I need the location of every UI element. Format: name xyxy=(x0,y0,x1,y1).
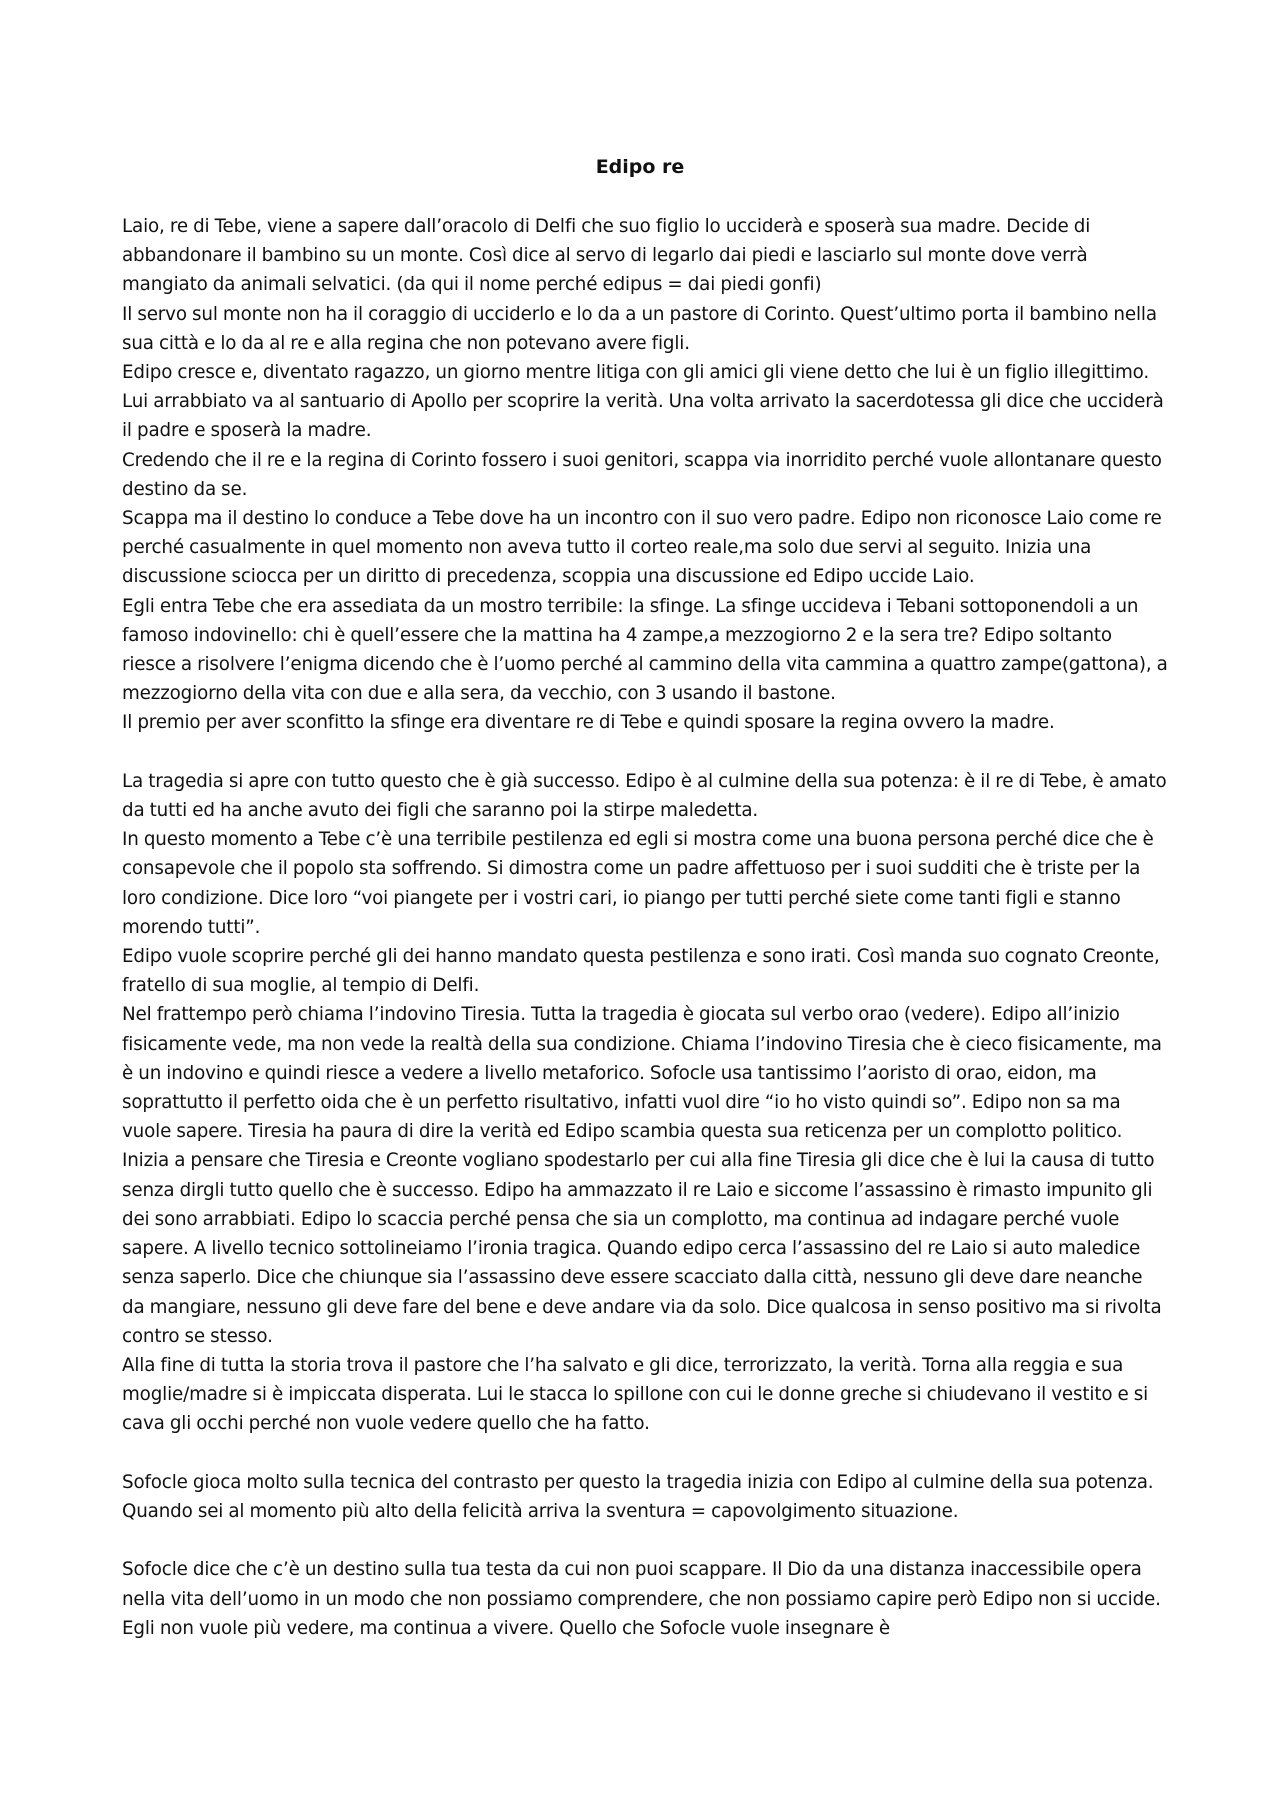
paragraph: Il premio per aver sconfitto la sfinge era diventare re di Tebe e quindi sposare la regina ovvero la madre. xyxy=(122,712,1055,734)
paragraph: Alla fine di tutta la storia trova il pastore che l’ha salvato e gli dice, terrorizzato, la verità. Torna alla reggia e sua moglie/madre si è impiccata disperata. Lui le stacca lo spillone con cui le donne greche si chiudevano il vestito e si cava gli occhi perché non vuole vedere quello che ha fatto. xyxy=(122,1354,1149,1435)
paragraph: Egli entra Tebe che era assediata da un mostro terribile: la sfinge. La sfinge uccideva i Tebani sottoponendoli a un famoso indovinello: chi è quell’essere che la mattina ha 4 zampe,a mezzogiorno 2 e la sera tre? Edipo soltanto riesce a risolvere l’enigma dicendo che è l’uomo perché al cammino della vita cammina a quattro zampe(gattona), a mezzogiorno della vita con due e alla sera, da vecchio, con 3 usando il bastone. xyxy=(122,595,1168,705)
paragraph: Nel frattempo però chiama l’indovino Tiresia. Tutta la tragedia è giocata sul verbo orao (vedere). Edipo all’inizio fisicamente vede, ma non vede la realtà della sua condizione. Chiama l’indovino Tiresia che è cieco fisicamente, ma è un indovino e quindi riesce a vedere a livello metaforico. Sofocle usa tantissimo l’aoristo di orao, eidon, ma soprattutto il perfetto oida che è un perfetto risultativo, infatti vuol dire “io ho visto quindi so”. Edipo non sa ma vuole sapere. Tiresia ha paura di dire la verità ed Edipo scambia questa sua reticenza per un complotto politico. Inizia a pensare che Tiresia e Creonte vogliano spodestarlo per cui alla fine Tiresia gli dice che è lui la causa di tutto senza dirgli tutto quello che è successo. Edipo ha ammazzato il re Laio e siccome l’assassino è rimasto impunito gli dei sono arrabbiati. Edipo lo scaccia perché pensa che sia un complotto, ma continua ad indagare perché vuole sapere. A livello tecnico sottolineiamo l’ironia tragica. Quando edipo cerca l’assassino del re Laio si auto maledice senza saperlo. Dice che chiunque sia l’assassino deve essere scacciato dalla città, nessuno gli deve dare neanche da mangiare, nessuno gli deve fare del bene e deve andare via da solo. Dice qualcosa in senso positivo ma si rivolta contro se stesso. xyxy=(122,1004,1162,1347)
paragraph: Laio, re di Tebe, viene a sapere dall’oracolo di Delfi che suo figlio lo ucciderà e sposerà sua madre. Decide di abbandonare il bambino su un monte. Così dice al servo di legarlo dai piedi e lasciarlo sul monte dove verrà mangiato da animali selvatici. (da qui il nome perché edipus = dai piedi gonfi) xyxy=(122,216,1091,296)
paragraph: La tragedia si apre con tutto questo che è già successo. Edipo è al culmine della sua potenza: è il re di Tebe, è amato da tutti ed ha anche avuto dei figli che saranno poi la stirpe maledetta. xyxy=(122,770,1167,822)
paragraph: Scappa ma il destino lo conduce a Tebe dove ha un incontro con il suo vero padre. Edipo non riconosce Laio come re perché casualmente in quel momento non aveva tutto il corteo reale,ma solo due servi al seguito. Inizia una discussione sciocca per un diritto di precedenza, scoppia una discussione ed Edipo uccide Laio. xyxy=(122,508,1162,588)
paragraph: Sofocle gioca molto sulla tecnica del contrasto per questo la tragedia inizia con Edipo al culmine della sua potenza. Quando sei al momento più alto della felicità arriva la sventura = capovolgimento situazione. xyxy=(122,1471,1154,1522)
document-body xyxy=(122,212,1168,1643)
paragraph: Il servo sul monte non ha il coraggio di ucciderlo e lo da a un pastore di Corinto. Quest’ultimo porta il bambino nella sua città e lo da al re e alla regina che non potevano avere figli. xyxy=(122,303,1157,354)
paragraph: In questo momento a Tebe c’è una terribile pestilenza ed egli si mostra come una buona persona perché dice che è consapevole che il popolo sta soffrendo. Si dimostra come un padre affettuoso per i suoi sudditi che è triste per la loro condizione. Dice loro “voi piangete per i vostri cari, io piango per tutti perché siete come tanti figli e stanno morendo tutti”. xyxy=(122,829,1154,938)
paragraph: Edipo vuole scoprire perché gli dei hanno mandato questa pestilenza e sono irati. Così manda suo cognato Creonte, fratello di sua moglie, al tempio di Delfi. xyxy=(122,946,1160,997)
document-title: Edipo re xyxy=(595,156,685,178)
paragraph: Sofocle dice che c’è un destino sulla tua testa da cui non puoi scappare. Il Dio da una distanza inaccessibile opera nella vita dell’uomo in un modo che non possiamo comprendere, che non possiamo capire però Edipo non si uccide. Egli non vuole più vedere, ma continua a vivere. Quello che Sofocle vuole insegnare è xyxy=(122,1559,1161,1639)
paragraph: Edipo cresce e, diventato ragazzo, un giorno mentre litiga con gli amici gli viene detto che lui è un figlio illegittimo. Lui arrabbiato va al santuario di Apollo per scoprire la verità. Una volta arrivato la sacerdotessa gli dice che ucciderà il padre e sposerà la madre. xyxy=(122,362,1164,442)
paragraph: Credendo che il re e la regina di Corinto fossero i suoi genitori, scappa via inorridito perché vuole allontanare questo destino da se. xyxy=(122,449,1162,500)
